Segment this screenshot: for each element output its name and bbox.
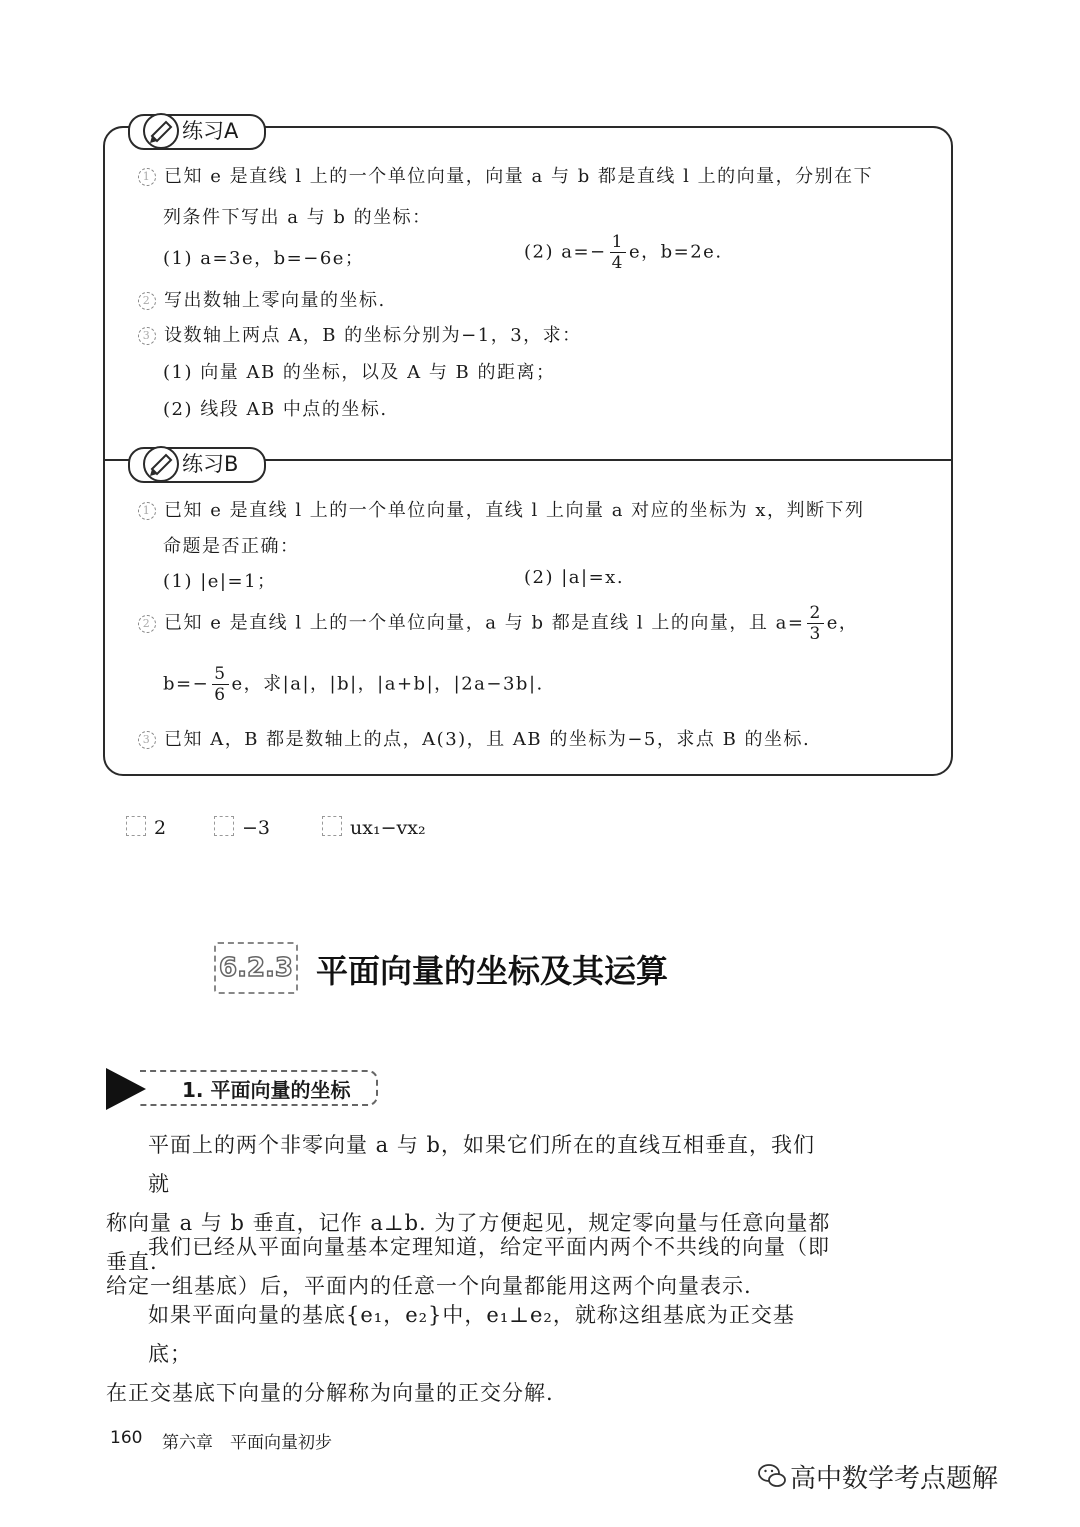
ex-b-q2-line1: 2 已知 e 是直线 l 上的一个单位向量，a 与 b 都是直线 l 上的向量，且 a= $\frac{2}{3}$ e， <box>138 603 858 644</box>
watermark-text: 高中数学考点题解 <box>790 1464 999 1494</box>
subheading: 1. 平面向量的坐标 <box>140 1070 378 1106</box>
answer-2: −3 <box>214 816 270 839</box>
answer-marker <box>126 816 146 836</box>
ex-b-q1-part2: (2) |a|=x. <box>524 567 625 588</box>
question-marker: 2 <box>138 292 156 310</box>
fraction: $\frac{1}{4}$ <box>611 232 624 273</box>
ex-a-q1-line2: 列条件下写出 a 与 b 的坐标： <box>163 207 432 228</box>
answer-marker <box>322 816 342 836</box>
fraction: $\frac{2}{3}$ <box>809 603 822 644</box>
pencil-badge-icon <box>140 110 182 152</box>
ex-a-q2: 2 写出数轴上零向量的坐标. <box>138 286 386 312</box>
ex-a-q3: 3 设数轴上两点 A，B 的坐标分别为−1，3，求： <box>138 321 582 347</box>
ex-b-q2-line2: b=− $\frac{5}{6}$ e，求|a|，|b|，|a+b|，|2a−3b|. <box>163 664 544 705</box>
question-marker: 3 <box>138 327 156 345</box>
ex-a-q1-part1: (1) a=3e，b=−6e； <box>163 248 365 269</box>
ex-b-q1-line2: 命题是否正确： <box>163 536 300 557</box>
pencil-badge-icon <box>140 443 182 485</box>
ex-a-q3-part2: (2) 线段 AB 中点的坐标. <box>163 399 388 420</box>
exercise-a-label: 练习A <box>182 119 239 143</box>
section-title: 平面向量的坐标及其运算 <box>316 952 669 990</box>
page-number: 160 <box>110 1428 143 1448</box>
ex-a-q3-part1: (1) 向量 AB 的坐标，以及 A 与 B 的距离； <box>163 362 556 383</box>
ex-b-q3: 3 已知 A，B 都是数轴上的点，A(3)，且 AB 的坐标为−5，求点 B 的坐标. <box>138 725 810 751</box>
ex-a-q1-line1: 1 已知 e 是直线 l 上的一个单位向量，向量 a 与 b 都是直线 l 上的向量，分别在下 <box>138 162 873 188</box>
exercise-a-tab <box>128 114 266 150</box>
answer-1: 2 <box>126 816 166 839</box>
section-number: 6.2.3 <box>214 942 298 994</box>
paragraph-3: 如果平面向量的基底{e₁，e₂}中，e₁⊥e₂，就称这组基底为正交基底； 在正交基底下向量的分解称为向量的正交分解. <box>106 1303 795 1405</box>
question-marker: 3 <box>138 731 156 749</box>
exercise-b-label: 练习B <box>182 452 239 476</box>
question-marker: 2 <box>138 615 156 633</box>
chapter-title: 第六章 平面向量初步 <box>162 1433 332 1453</box>
exercise-b-tab <box>128 447 266 483</box>
ex-b-q1-part1: (1) |e|=1； <box>163 571 277 592</box>
question-marker: 1 <box>138 502 156 520</box>
paragraph-1: 平面上的两个非零向量 a 与 b，如果它们所在的直线互相垂直，我们就 称向量 a 与 b 垂直，记作 a⊥b. 为了方便起见，规定零向量与任意向量都 垂直. <box>106 1133 831 1274</box>
ex-b-q1-line1: 1 已知 e 是直线 l 上的一个单位向量，直线 l 上向量 a 对应的坐标为 x，判断下列 <box>138 496 865 522</box>
wechat-icon <box>757 1462 787 1490</box>
fraction: $\frac{5}{6}$ <box>214 664 227 705</box>
answer-3: ux₁−vx₂ <box>322 816 426 839</box>
ex-a-q1-part2: (2) a=− $\frac{1}{4}$ e，b=2e. <box>524 232 723 273</box>
paragraph-2: 我们已经从平面向量基本定理知道，给定平面内两个不共线的向量（即 给定一组基底）后，平面内的任意一个向量都能用这两个向量表示. <box>106 1235 830 1298</box>
question-marker: 1 <box>138 168 156 186</box>
answer-marker <box>214 816 234 836</box>
